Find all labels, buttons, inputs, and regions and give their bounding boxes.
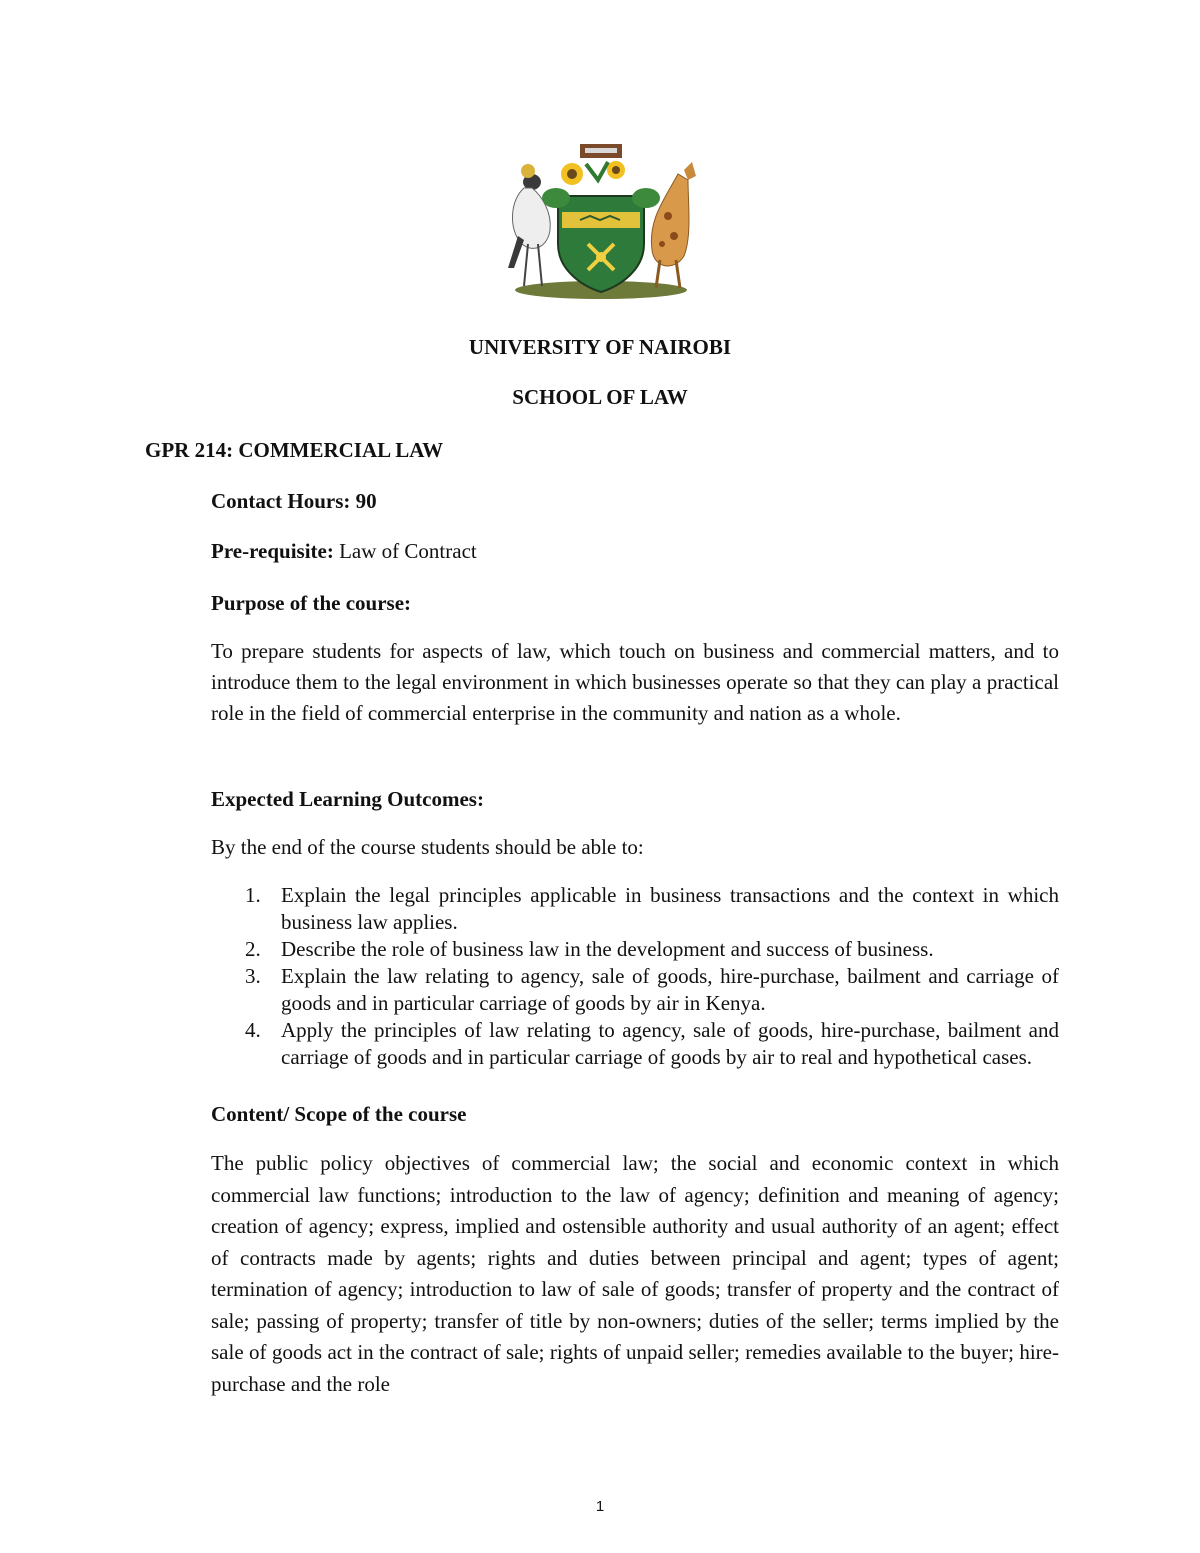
list-item-text: Describe the role of business law in the development and success of business. [281, 937, 934, 961]
page-number: 1 [595, 1498, 605, 1515]
crowned-crane-figure [508, 164, 550, 286]
course-title: GPR 214: COMMERCIAL LAW [145, 438, 444, 462]
list-number: 2. [245, 937, 261, 961]
prerequisite-label: Pre-requisite: [211, 539, 334, 563]
contact-hours: Contact Hours: 90 [211, 489, 377, 513]
giraffe-figure [651, 162, 696, 288]
list-item-text: Explain the legal principles applicable in business transactions and the context in which business law applies. [281, 883, 1059, 934]
list-item [211, 963, 1059, 1017]
sunflower-figure [561, 161, 625, 185]
list-item-text: Explain the law relating to agency, sale of goods, hire-purchase, bailment and carriage of goods and in particular carriage of goods by air in Kenya. [281, 964, 1059, 1015]
purpose-heading: Purpose of the course: [211, 591, 412, 615]
university-crest-logo [488, 140, 714, 302]
list-number: 1. [245, 883, 261, 907]
list-number: 3. [245, 964, 261, 988]
outcomes-list [211, 882, 1059, 1071]
prerequisite-value: Law of Contract [333, 539, 477, 563]
prerequisite [211, 536, 477, 567]
university-name: UNIVERSITY OF NAIROBI [468, 335, 732, 359]
list-item [211, 1017, 1059, 1071]
outcomes-heading: Expected Learning Outcomes: [211, 787, 484, 811]
content-heading: Content/ Scope of the course [211, 1102, 467, 1126]
list-number: 4. [245, 1018, 261, 1042]
content-paragraph: The public policy objectives of commercial law; the social and economic context in which commercial law functions; introduction to the law of agency; definition and meaning of agency; creation of agency; express, implied and ostensible authority and usual authority of an agent; effect of contracts made by agents; rights and duties between principal and agent; types of agent; termination of agency; introduction to law of sale of goods; transfer of property and the contract of sale; passing of property; transfer of title by non-owners; duties of the seller; terms implied by the sale of goods act in the contract of sale; rights of unpaid seller; remedies available to the buyer; hire-purchase and the role [211, 1151, 1059, 1396]
list-item-text: Apply the principles of law relating to agency, sale of goods, hire-purchase, bailment and carriage of goods and in particular carriage of goods by air to real and hypothetical cases. [281, 1018, 1059, 1069]
purpose-paragraph: To prepare students for aspects of law, which touch on business and commercial matters, and to introduce them to the legal environment in which businesses operate so that they can play a practical role in the field of commercial enterprise in the community and nation as a whole. [211, 639, 1059, 725]
outcomes-intro: By the end of the course students should be able to: [211, 835, 644, 859]
school-name: SCHOOL OF LAW [512, 385, 688, 409]
list-item [211, 936, 1059, 963]
list-item [211, 882, 1059, 936]
